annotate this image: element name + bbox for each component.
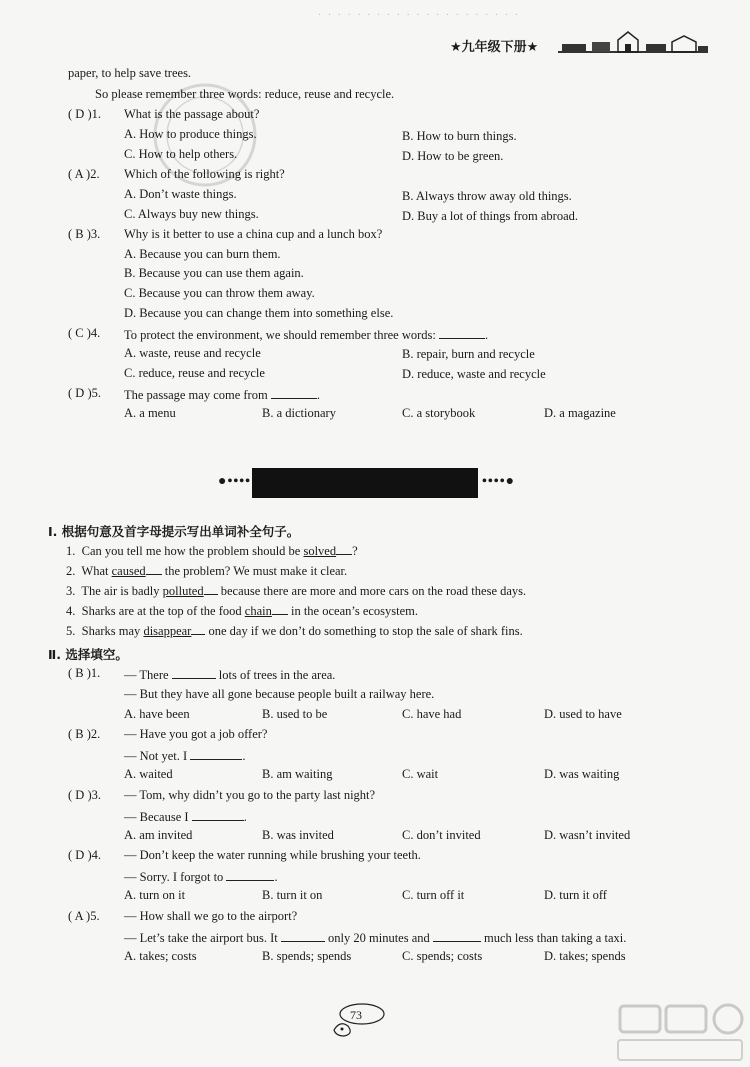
page-number: 73 [350,1008,362,1022]
option: D. was waiting [544,767,620,781]
fill-item: 1. Can you tell me how the problem should be solved ? [66,544,358,558]
option: B. Always throw away old things. [402,189,572,203]
passage-line: paper, to help save trees. [68,66,192,80]
answer-label: ( D )4. [68,848,101,862]
question-text: — Have you got a job offer? [124,727,268,741]
option: D. used to have [544,707,622,721]
option: C. a storybook [402,406,476,420]
section1-title: I. 根据句意及首字母提示写出单词补全句子。 [48,524,300,539]
option: C. How to help others. [124,147,238,161]
question-text: Which of the following is right? [124,167,285,181]
question-text: — But they have all gone because people built a railway here. [124,687,435,701]
grade-label: ★九年级下册★ [450,40,539,55]
option: A. a menu [124,406,176,420]
passage-line: So please remember three words: reduce, reuse and recycle. [95,87,395,101]
question-text: — Sorry. I forgot to . [124,870,278,884]
option: A. turn on it [124,888,186,902]
option: C. Always buy new things. [124,207,259,221]
answer-label: ( D )1. [68,107,101,121]
option: B. How to burn things. [402,129,517,143]
answer-label: ( A )2. [68,167,100,181]
option: C. don’t invited [402,828,481,842]
answer-label: ( B )1. [68,666,101,680]
question-text: To protect the environment, we should remember three words: . [124,328,489,342]
option: A. am invited [124,828,193,842]
question-text: The passage may come from . [124,388,320,402]
fill-item: 2. What caused the problem? We must make it clear. [66,564,348,578]
answer-label: ( B )2. [68,727,101,741]
option: D. turn it off [544,888,607,902]
option: D. wasn’t invited [544,828,631,842]
section2-title: Ⅱ. 选择填空。 [48,647,128,662]
option: A. waste, reuse and recycle [124,346,261,360]
banner-dots-right: ••••● [482,474,516,489]
option: B. was invited [262,828,334,842]
question-text: Why is it better to use a china cup and a lunch box? [124,227,383,241]
header-faint-text: · · · · · · · · · · · · · · · · · · · · · [318,10,520,21]
question-text: — Tom, why didn’t you go to the party last night? [124,788,376,802]
option: C. wait [402,767,439,781]
question-text: What is the passage about? [124,107,260,121]
answer-label: ( C )4. [68,326,101,340]
answer-label: ( D )5. [68,386,101,400]
village-decoration-icon [558,26,708,56]
option: A. waited [124,767,173,781]
option: B. am waiting [262,767,333,781]
logo-watermark-icon [610,1000,750,1067]
option: C. reduce, reuse and recycle [124,366,265,380]
option: B. turn it on [262,888,323,902]
option: A. takes; costs [124,949,197,963]
fill-item: 3. The air is badly polluted because there are more and more cars on the road these days. [66,584,527,598]
option: D. Because you can change them into something else. [124,306,394,320]
answer-label: ( A )5. [68,909,100,923]
question-text: — There lots of trees in the area. [124,668,336,682]
option: A. have been [124,707,190,721]
option: B. Because you can use them again. [124,266,304,280]
option: D. reduce, waste and recycle [402,367,546,381]
option: D. a magazine [544,406,616,420]
option: C. spends; costs [402,949,483,963]
option: A. How to produce things. [124,127,257,141]
question-text: — How shall we go to the airport? [124,909,298,923]
fill-item: 5. Sharks may disappear one day if we don’t do something to stop the sale of shark fins. [66,624,523,638]
option: B. a dictionary [262,406,336,420]
section-banner [252,468,478,498]
question-text: — Because I . [124,810,247,824]
option: D. Buy a lot of things from abroad. [402,209,579,223]
option: A. Don’t waste things. [124,187,237,201]
option: D. How to be green. [402,149,504,163]
option: B. spends; spends [262,949,352,963]
option: D. takes; spends [544,949,626,963]
option: B. repair, burn and recycle [402,347,535,361]
option: C. turn off it [402,888,465,902]
question-text: — Not yet. I . [124,749,246,763]
banner-dots-left: ●•••• [218,474,252,489]
option: C. have had [402,707,462,721]
answer-label: ( D )3. [68,788,101,802]
question-text: — Don’t keep the water running while brushing your teeth. [124,848,421,862]
answer-label: ( B )3. [68,227,101,241]
option: C. Because you can throw them away. [124,286,315,300]
option: A. Because you can burn them. [124,247,281,261]
fill-item: 4. Sharks are at the top of the food chain in the ocean’s ecosystem. [66,604,419,618]
question-text: — Let’s take the airport bus. It only 20 minutes and much less than taking a taxi. [124,931,627,945]
option: B. used to be [262,707,328,721]
